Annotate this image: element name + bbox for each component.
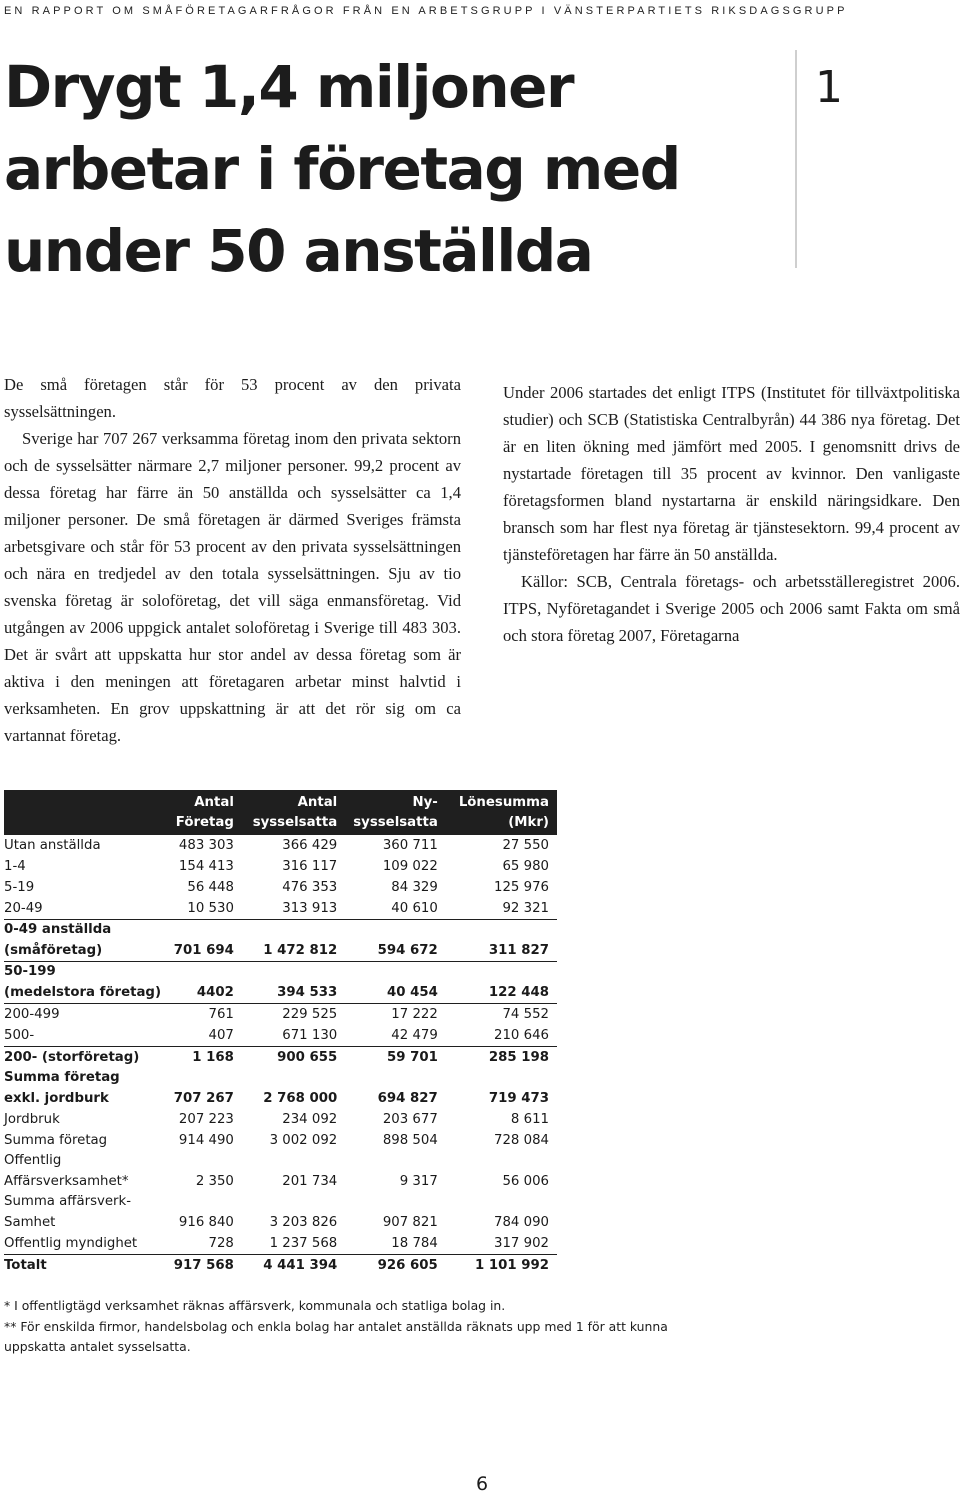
table-cell: 366 429	[282, 837, 338, 853]
table-cell: 900 655	[277, 1049, 338, 1065]
table-cell: 4 441 394	[263, 1257, 338, 1273]
table-cell: 56 006	[502, 1173, 549, 1189]
table-cell: 917 568	[173, 1257, 234, 1273]
table-cell: 2 768 000	[263, 1090, 338, 1106]
row-label: Utan anställda	[4, 837, 101, 853]
table-cell: 201 734	[282, 1173, 338, 1189]
footnote-2-line-2: uppskatta antalet sysselsatta.	[4, 1339, 191, 1354]
table-row	[4, 835, 557, 856]
row-label: Affärsverksamhet*	[4, 1173, 129, 1189]
table-cell: 203 677	[382, 1111, 438, 1127]
table-cell: 92 321	[438, 898, 557, 920]
table-cell: 84 329	[391, 879, 438, 895]
footnote-2-line-1: ** För enskilda firmor, handelsbolag och enkla bolag har antalet anställda räknats upp med 1 för att kunna	[4, 1318, 668, 1334]
table-cell: 914 490	[178, 1132, 234, 1148]
running-header: EN RAPPORT OM SMÅFÖRETAGARFRÅGOR FRÅN EN ARBETSGRUPP I VÄNSTERPARTIETS RIKSDAGSGRUPP	[4, 5, 848, 17]
table-cell: 125 976	[494, 879, 549, 895]
table-cell: 317 902	[438, 1233, 557, 1255]
table-cell: 1 237 568	[234, 1233, 337, 1255]
table-cell: 694 827	[377, 1090, 438, 1106]
table-row-subtotal	[4, 940, 557, 962]
title-line-1: Drygt 1,4 miljoner	[4, 53, 574, 121]
table-cell: 17 222	[391, 1006, 438, 1022]
row-label-top: Summa affärsverk-	[4, 1194, 132, 1209]
row-label-top: 0-49 anställda	[4, 922, 112, 937]
table-cell: 122 448	[438, 982, 557, 1004]
title-line-3: under 50 anställda	[4, 217, 593, 285]
table-cell: 761	[208, 1006, 234, 1022]
table-cell: 1 168	[192, 1049, 234, 1065]
table-cell: 728	[161, 1233, 234, 1255]
table-cell: 313 913	[234, 898, 337, 920]
table-cell: 407	[161, 1025, 234, 1047]
table-cell: 74 552	[502, 1006, 549, 1022]
row-label: 5-19	[4, 879, 35, 895]
table-cell: 4402	[161, 982, 234, 1004]
table-cell: 3 203 826	[269, 1214, 338, 1230]
column-header: Ny- sysselsatta	[337, 790, 438, 835]
table-row	[4, 856, 557, 877]
row-label-top: 50-199	[4, 964, 56, 979]
table-cell: 285 198	[488, 1049, 549, 1065]
table-cell: 2 350	[195, 1173, 234, 1189]
statistics-table	[4, 790, 557, 1276]
title-line-2: arbetar i företag med	[4, 135, 680, 203]
row-label: 1-4	[4, 858, 26, 874]
row-label: 500-	[4, 1025, 161, 1047]
table-row-caption	[4, 1151, 557, 1171]
table-cell: 394 533	[234, 982, 337, 1004]
footnotes	[4, 1296, 724, 1358]
row-label-top: Summa företag	[4, 1070, 120, 1085]
left-column	[4, 371, 461, 749]
row-label: 200-499	[4, 1006, 60, 1022]
table-cell: 898 504	[382, 1132, 438, 1148]
row-label: Jordbruk	[4, 1111, 60, 1127]
table-row-caption	[4, 1068, 557, 1088]
table-cell: 234 092	[282, 1111, 338, 1127]
table-row	[4, 898, 557, 920]
table-cell: 916 840	[178, 1214, 234, 1230]
table-cell: 154 413	[178, 858, 234, 874]
table-row-subtotal	[4, 982, 557, 1004]
column-header: Antal sysselsatta	[234, 790, 337, 835]
table-row-subtotal	[4, 1088, 557, 1109]
table-row	[4, 1212, 557, 1233]
table-cell: 10 530	[161, 898, 234, 920]
page-number: 6	[475, 1473, 489, 1495]
table-cell: 594 672	[337, 940, 438, 962]
row-label: 20-49	[4, 898, 161, 920]
table-cell: 1 472 812	[234, 940, 337, 962]
table-cell: 671 130	[234, 1025, 337, 1047]
row-label: (småföretag)	[4, 940, 161, 962]
table-cell: 18 784	[337, 1233, 438, 1255]
column-header	[4, 790, 161, 835]
table-cell: 109 022	[382, 858, 438, 874]
table-cell: 40 454	[337, 982, 438, 1004]
row-label-top: Offentlig	[4, 1153, 62, 1168]
chapter-number: 1	[815, 62, 843, 113]
body-paragraph: Sverige har 707 267 verksamma företag inom den privata sektorn och de sysselsätter närmare 2,7 miljoner personer. 99,2 procent av dessa företag har färre än 50 anställda och sysselsätter ca 1,4 miljoner personer. De små företagen är därmed Sveriges främsta arbetsgivare och står för 53 procent av den privata sysselsättningen och nära en tredjedel av den totala sysselsättningen. Sju av tio svenska företag är soloföretag, det vill säga enmansföretag. Vid utgången av 2006 uppgick antalet soloföretag i Sverige till 483 303. Det är svårt att uppskatta hur stor andel av dessa företag som är aktiva i den meningen att företagaren arbetar minst halvtid i verksamheten. En grov uppskattning är att det rör sig om ca vartannat företag.	[4, 429, 461, 745]
row-label: Totalt	[4, 1257, 47, 1273]
page-title	[4, 46, 764, 292]
table-row	[4, 1025, 557, 1047]
table-cell: 483 303	[178, 837, 234, 853]
table-row-caption	[4, 1192, 557, 1212]
footnote-1: * I offentligtägd verksamhet räknas affärsverk, kommunala och statliga bolag in.	[4, 1298, 506, 1313]
table-row-caption	[4, 962, 557, 983]
row-label: Offentlig myndighet	[4, 1233, 161, 1255]
table-cell: 27 550	[502, 837, 549, 853]
table-cell: 210 646	[438, 1025, 557, 1047]
table-cell: 9 317	[399, 1173, 438, 1189]
table-row	[4, 1171, 557, 1192]
table-cell: 719 473	[488, 1090, 549, 1106]
column-header: Antal Företag	[161, 790, 234, 835]
table-row	[4, 1233, 557, 1255]
lead-paragraph: De små företagen står för 53 procent av den privata sysselsättningen.	[4, 375, 461, 421]
table-row-subtotal	[4, 1047, 557, 1069]
right-column	[503, 379, 960, 649]
table-cell: 728 084	[494, 1132, 549, 1148]
chapter-divider	[795, 50, 797, 268]
column-header: Lönesumma (Mkr)	[438, 790, 557, 835]
table-row-caption	[4, 920, 557, 941]
table-row	[4, 877, 557, 898]
table-header-row	[4, 790, 557, 835]
row-label: Samhet	[4, 1214, 56, 1230]
table-cell: 707 267	[173, 1090, 234, 1106]
table-row-total	[4, 1255, 557, 1277]
table-cell: 701 694	[161, 940, 234, 962]
row-label: exkl. jordburk	[4, 1090, 109, 1106]
row-label: (medelstora företag)	[4, 982, 161, 1004]
table-cell: 311 827	[438, 940, 557, 962]
table-cell: 56 448	[187, 879, 234, 895]
row-label: Summa företag	[4, 1132, 108, 1148]
table-cell: 360 711	[382, 837, 438, 853]
table-cell: 476 353	[282, 879, 338, 895]
table-cell: 3 002 092	[269, 1132, 338, 1148]
table-cell: 316 117	[282, 858, 338, 874]
table-cell: 59 701	[386, 1049, 438, 1065]
table-cell: 42 479	[337, 1025, 438, 1047]
table-cell: 1 101 992	[474, 1257, 549, 1273]
table-cell: 907 821	[382, 1214, 438, 1230]
table-cell: 229 525	[282, 1006, 338, 1022]
table-cell: 8 611	[510, 1111, 549, 1127]
table-row	[4, 1004, 557, 1026]
table-cell: 40 610	[337, 898, 438, 920]
sources-paragraph: Källor: SCB, Centrala företags- och arbetsställeregistret 2006. ITPS, Nyföretagandet i Sverige 2005 och 2006 samt Fakta om små och stora företag 2007, Företagarna	[503, 572, 960, 645]
table-cell: 207 223	[178, 1111, 234, 1127]
table-cell: 926 605	[377, 1257, 438, 1273]
table-cell: 784 090	[494, 1214, 549, 1230]
table-row	[4, 1109, 557, 1130]
table-cell: 65 980	[502, 858, 549, 874]
row-label: 200- (storföretag)	[4, 1049, 140, 1065]
body-paragraph: Under 2006 startades det enligt ITPS (Institutet för tillväxtpolitiska studier) och SCB (Statistiska Centralbyrån) 44 386 nya företag. Det är en liten ökning med jämfört med 2005. I genomsnitt drivs de nystartade företagen till 35 procent av kvinnor. Den vanligaste företagsformen bland nystartarna är enskild näringsidkare. Den bransch som har flest nya företag är tjänstesektorn. 99,4 procent av tjänsteföretagen har färre än 50 anställda.	[503, 383, 960, 564]
table-row	[4, 1130, 557, 1151]
